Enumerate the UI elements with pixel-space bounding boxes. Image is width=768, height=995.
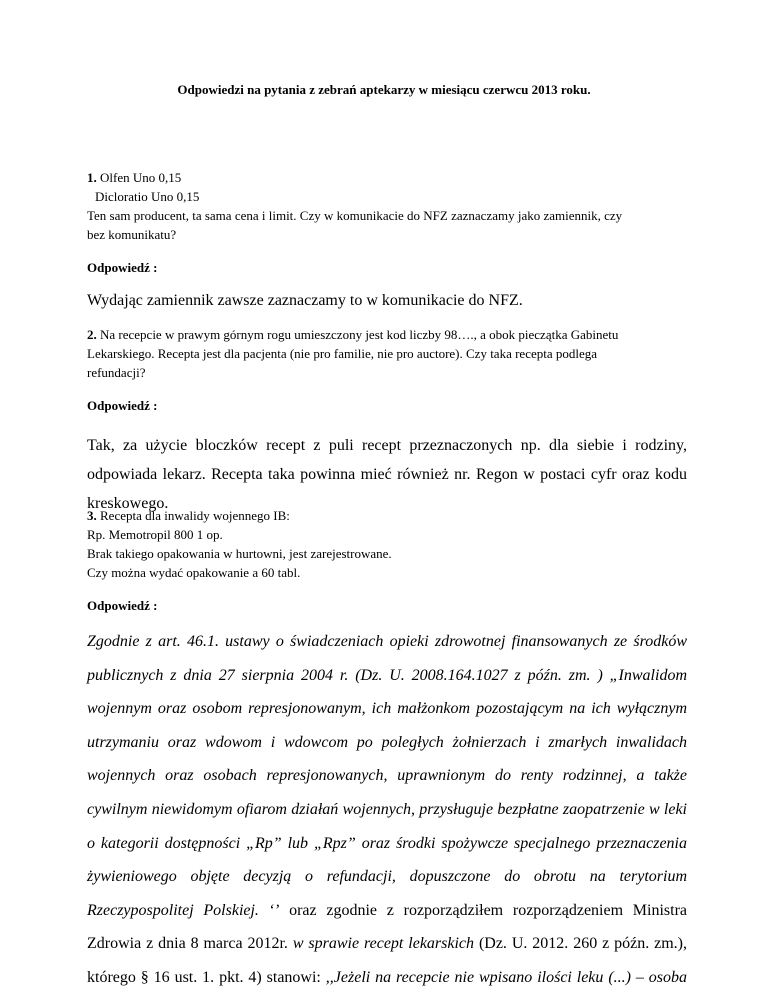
- legal-line-3: wojennym oraz osobom represjonowanym, ich małżonkom pozostającym na ich wyłącznym: [87, 700, 687, 718]
- question-2-line-3: refundacji?: [87, 365, 146, 380]
- answer-2-line-1: Tak, za użycie bloczków recept z puli recept przeznaczonych np. dla siebie i rodziny,: [87, 437, 687, 454]
- legal-line-2: publicznych z dnia 27 sierpnia 2004 r. (Dz. U. 2008.164.1027 z późn. zm. ) „Inwalidom: [87, 666, 687, 684]
- question-3-line-3: Brak takiego opakowania w hurtowni, jest zarejestrowane.: [87, 546, 392, 561]
- legal-line-10: [87, 927, 687, 961]
- answer-2-line-2: odpowiada lekarz. Recepta taka powinna mieć również nr. Regon w postaci cyfr oraz kodu: [87, 466, 687, 483]
- legal-line-1: Zgodnie z art. 46.1. ustawy o świadczeniach opieki zdrowotnej finansowanych ze środków: [87, 633, 687, 650]
- question-3-line-4: Czy można wydać opakowanie a 60 tabl.: [87, 565, 301, 580]
- answer-3-text: [87, 625, 687, 995]
- question-3-number: 3.: [87, 508, 97, 523]
- question-1-line-3: Ten sam producent, ta sama cena i limit. Czy w komunikacie do NFZ zaznaczamy jako zamiennik, czy: [87, 208, 623, 223]
- legal-line-7: o kategorii dostępności „Rp” lub „Rpz” oraz środki spożywcze specjalnego przeznaczenia: [87, 834, 687, 852]
- question-2: [87, 325, 687, 382]
- question-2-line-2: Lekarskiego. Recepta jest dla pacjenta (nie pro familie, nie pro auctore). Czy taka recepta podlega: [87, 346, 598, 361]
- question-1-line-4: bez komunikatu?: [87, 227, 177, 242]
- legal-line-10-text: Zdrowia z dnia 8 marca 2012r.: [87, 935, 293, 953]
- legal-line-4: utrzymaniu oraz wdowom i wdowcom po poległych żołnierzach i zmarłych inwalidach: [87, 733, 687, 751]
- answer-2-line-3: kreskowego.: [87, 495, 169, 512]
- legal-line-11-quote: ,,Jeżeli na recepcie nie wpisano ilości leku (...) – osoba: [325, 968, 688, 986]
- answer-1-label: Odpowiedź :: [87, 260, 158, 275]
- question-1: [87, 168, 687, 244]
- question-1-line-2: Dicloratio Uno 0,15: [95, 189, 200, 204]
- legal-line-9-citation: Rzeczypospolitej Polskiej. ‘’: [87, 901, 280, 919]
- question-3-line-2: Rp. Memotropil 800 1 op.: [87, 527, 223, 542]
- question-1-number: 1.: [87, 170, 97, 185]
- legal-line-10-ref: (Dz. U. 2012. 260 z późn. zm.),: [474, 935, 687, 953]
- legal-line-9-text: oraz zgodnie z rozporządziłem rozporządzeniem Ministra: [279, 901, 687, 919]
- question-2-line-1: Na recepcie w prawym górnym rogu umieszczony jest kod liczby 98…., a obok pieczątka Gabinetu: [96, 327, 619, 342]
- question-3: [87, 506, 687, 582]
- legal-line-10-title: w sprawie recept lekarskich: [292, 935, 475, 953]
- legal-line-5: wojennych oraz osobach represjonowanych, uprawnionym do renty rodzinnej, a także: [87, 767, 687, 785]
- answer-2-text: [87, 431, 687, 518]
- question-2-number: 2.: [87, 327, 97, 342]
- document-title: Odpowiedzi na pytania z zebrań aptekarzy w miesiącu czerwcu 2013 roku.: [177, 82, 591, 97]
- answer-3-label: Odpowiedź :: [87, 598, 158, 613]
- question-3-line-1: Recepta dla inwalidy wojennego IB:: [96, 508, 290, 523]
- legal-line-9: [87, 894, 687, 928]
- question-1-line-1: Olfen Uno 0,15: [96, 170, 182, 185]
- legal-line-11: [87, 961, 687, 995]
- legal-line-8: żywieniowego objęte decyzją o refundacji, dopuszczone do obrotu na terytorium: [87, 868, 687, 886]
- answer-2-label: Odpowiedź :: [87, 398, 158, 413]
- answer-1-text: Wydając zamiennik zawsze zaznaczamy to w komunikacie do NFZ.: [87, 292, 523, 309]
- legal-line-11-text: którego § 16 ust. 1. pkt. 4) stanowi:: [87, 968, 326, 986]
- legal-line-6: cywilnym niewidomym ofiarom działań wojennych, przysługuje bezpłatne zaopatrzenie w leki: [87, 800, 687, 818]
